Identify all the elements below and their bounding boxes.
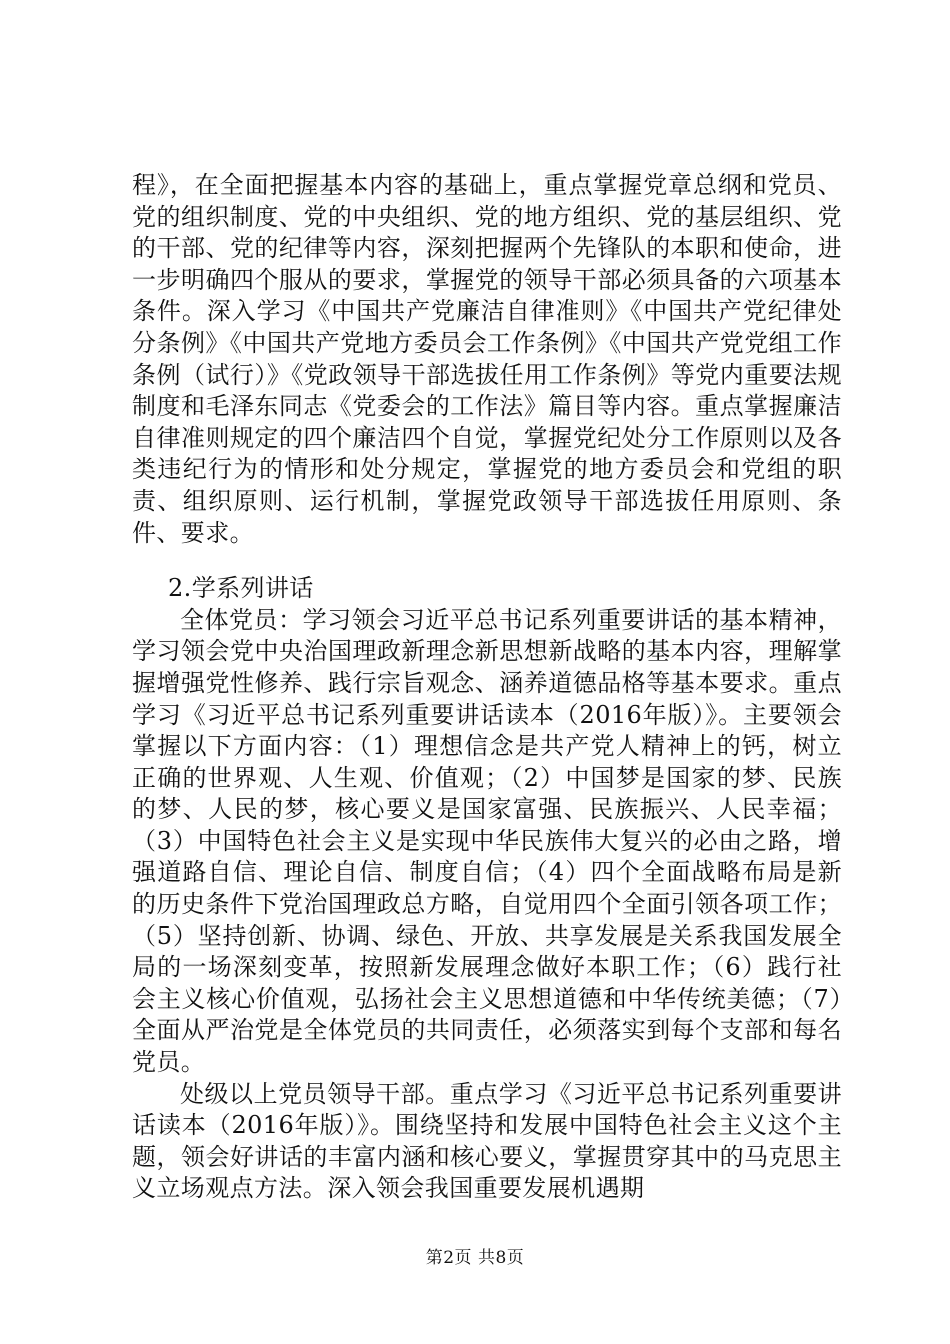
document-body — [132, 170, 842, 1205]
paragraph-continuation: 程》，在全面把握基本内容的基础上，重点掌握党章总纲和党员、党的组织制度、党的中央组织、党的地方组织、党的基层组织、党的干部、党的纪律等内容，深刻把握两个先锋队的本职和使命，进一步明确四个服从的要求，掌握党的领导干部必须具备的六项基本条件。深入学习《中国共产党廉洁自律准则》《中国共产党纪律处分条例》《中国共产党地方委员会工作条例》《中国共产党党组工作条例（试行）》《党政领导干部选拔任用工作条例》等党内重要法规制度和毛泽东同志《党委会的工作法》篇目等内容。重点掌握廉洁自律准则规定的四个廉洁四个自觉，掌握党纪处分工作原则以及各类违纪行为的情形和处分规定，掌握党的地方委员会和党组的职责、组织原则、运行机制，掌握党政领导干部选拔任用原则、条件、要求。 — [132, 171, 842, 547]
section-heading: 2.学系列讲话 — [168, 574, 314, 603]
paragraph-leaders: 处级以上党员领导干部。重点学习《习近平总书记系列重要讲话读本（2016年版）》。围绕坚持和发展中国特色社会主义这个主题，领会好讲话的丰富内涵和核心要义，掌握贯穿其中的马克思主义立场观点方法。深入领会我国重要发展机遇期 — [132, 1079, 842, 1203]
page-footer: 第2页 共8页 — [425, 1248, 525, 1268]
paragraph-all-members: 全体党员：学习领会习近平总书记系列重要讲话的基本精神，学习领会党中央治国理政新理念新思想新战略的基本内容，理解掌握增强党性修养、践行宗旨观念、涵养道德品格等基本要求。重点学习《习近平总书记系列重要讲话读本（2016年版）》。主要领会掌握以下方面内容：（1）理想信念是共产党人精神上的钙，树立正确的世界观、人生观、价值观；（2）中国梦是国家的梦、民族的梦、人民的梦，核心要义是国家富强、民族振兴、人民幸福；（3）中国特色社会主义是实现中华民族伟大复兴的必由之路，增强道路自信、理论自信、制度自信；（4）四个全面战略布局是新的历史条件下党治国理政总方略，自觉用四个全面引领各项工作；（5）坚持创新、协调、绿色、开放、共享发展是关系我国发展全局的一场深刻变革，按照新发展理念做好本职工作；（6）践行社会主义核心价值观，弘扬社会主义思想道德和中华传统美德；（7）全面从严治党是全体党员的共同责任，必须落实到每个支部和每名党员。 — [132, 605, 842, 1077]
